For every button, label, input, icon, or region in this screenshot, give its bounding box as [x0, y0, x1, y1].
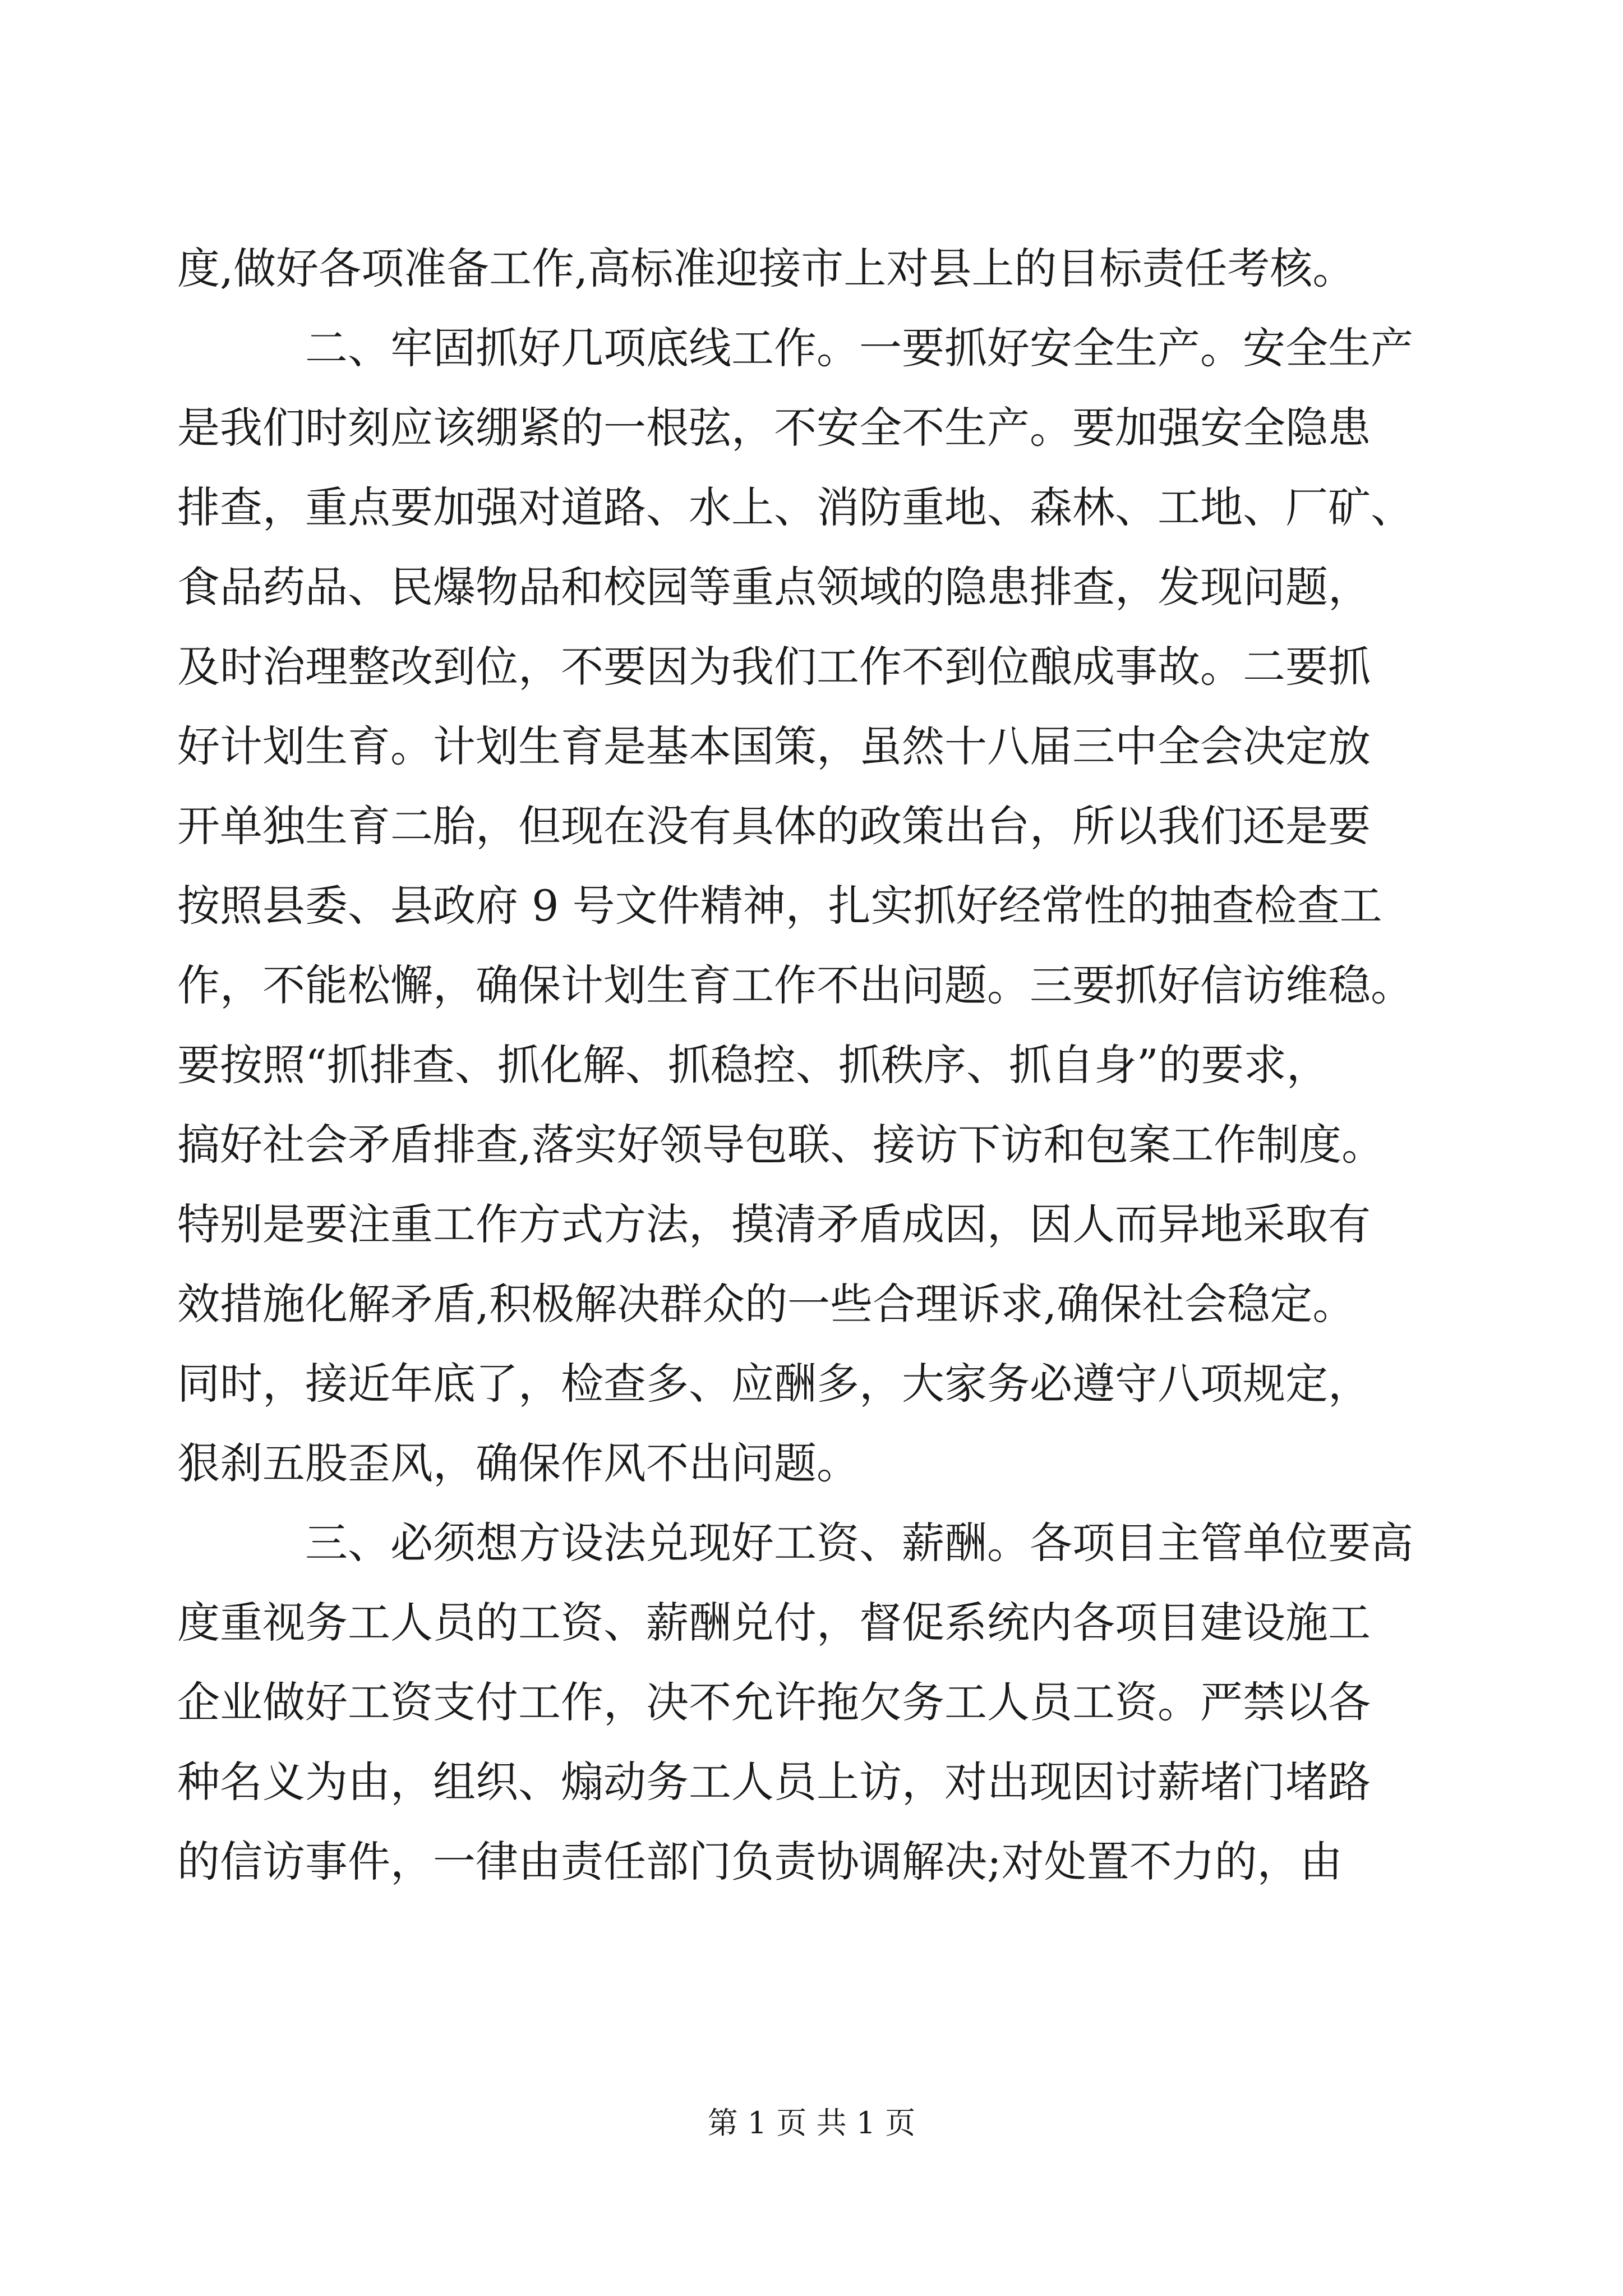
text-line: 特别是要注重工作方式方法，摸清矛盾成因，因人而异地采取有: [177, 1199, 1371, 1249]
text-line: 的信访事件，一律由责任部门负责协调解决;对处置不力的，由: [177, 1837, 1343, 1887]
text-line: 开单独生育二胎，但现在没有具体的政策出台，所以我们还是要: [177, 801, 1371, 851]
text-line: 食品药品、民爆物品和校园等重点领域的隐患排查，发现问题，: [177, 562, 1371, 612]
paragraph-start-line: 三、必须想方设法兑现好工资、薪酬。各项目主管单位要高: [305, 1518, 1413, 1568]
text-line: 好计划生育。计划生育是基本国策，虽然十八届三中全会决定放: [177, 721, 1371, 771]
text-line: 搞好社会矛盾排查,落实好领导包联、接访下访和包案工作制度。: [177, 1120, 1385, 1170]
text-line: 度,做好各项准备工作,高标准迎接市上对县上的目标责任考核。: [177, 243, 1355, 293]
text-line: 效措施化解矛盾,积极解决群众的一些合理诉求,确保社会稳定。: [177, 1279, 1355, 1329]
text-line: 排查，重点要加强对道路、水上、消防重地、森林、工地、厂矿、: [177, 482, 1413, 532]
text-line: 度重视务工人员的工资、薪酬兑付，督促系统内各项目建设施工: [177, 1598, 1371, 1648]
text-line: 要按照“抓排查、抓化解、抓稳控、抓秩序、抓自身”的要求，: [177, 1040, 1329, 1090]
text-line: 同时，接近年底了，检查多、应酬多，大家务必遵守八项规定，: [177, 1359, 1371, 1409]
body-text: [177, 229, 1450, 1902]
page-footer: 第 1 页 共 1 页: [707, 2105, 916, 2141]
paragraph-start-line: 二、牢固抓好几项底线工作。一要抓好安全生产。安全生产: [305, 323, 1413, 373]
text-line: 企业做好工资支付工作，决不允许拖欠务工人员工资。严禁以各: [177, 1677, 1371, 1727]
text-line: 狠刹五股歪风，确保作风不出问题。: [177, 1438, 859, 1488]
text-line: 种名义为由，组织、煽动务工人员上访，对出现因讨薪堵门堵路: [177, 1757, 1371, 1807]
text-line: 按照县委、县政府 9 号文件精神，扎实抓好经常性的抽查检查工: [177, 881, 1382, 931]
text-line: 作，不能松懈，确保计划生育工作不出问题。三要抓好信访维稳。: [177, 960, 1413, 1010]
text-line: 是我们时刻应该绷紧的一根弦，不安全不生产。要加强安全隐患: [177, 403, 1371, 453]
text-line: 及时治理整改到位，不要因为我们工作不到位酿成事故。二要抓: [177, 642, 1371, 692]
